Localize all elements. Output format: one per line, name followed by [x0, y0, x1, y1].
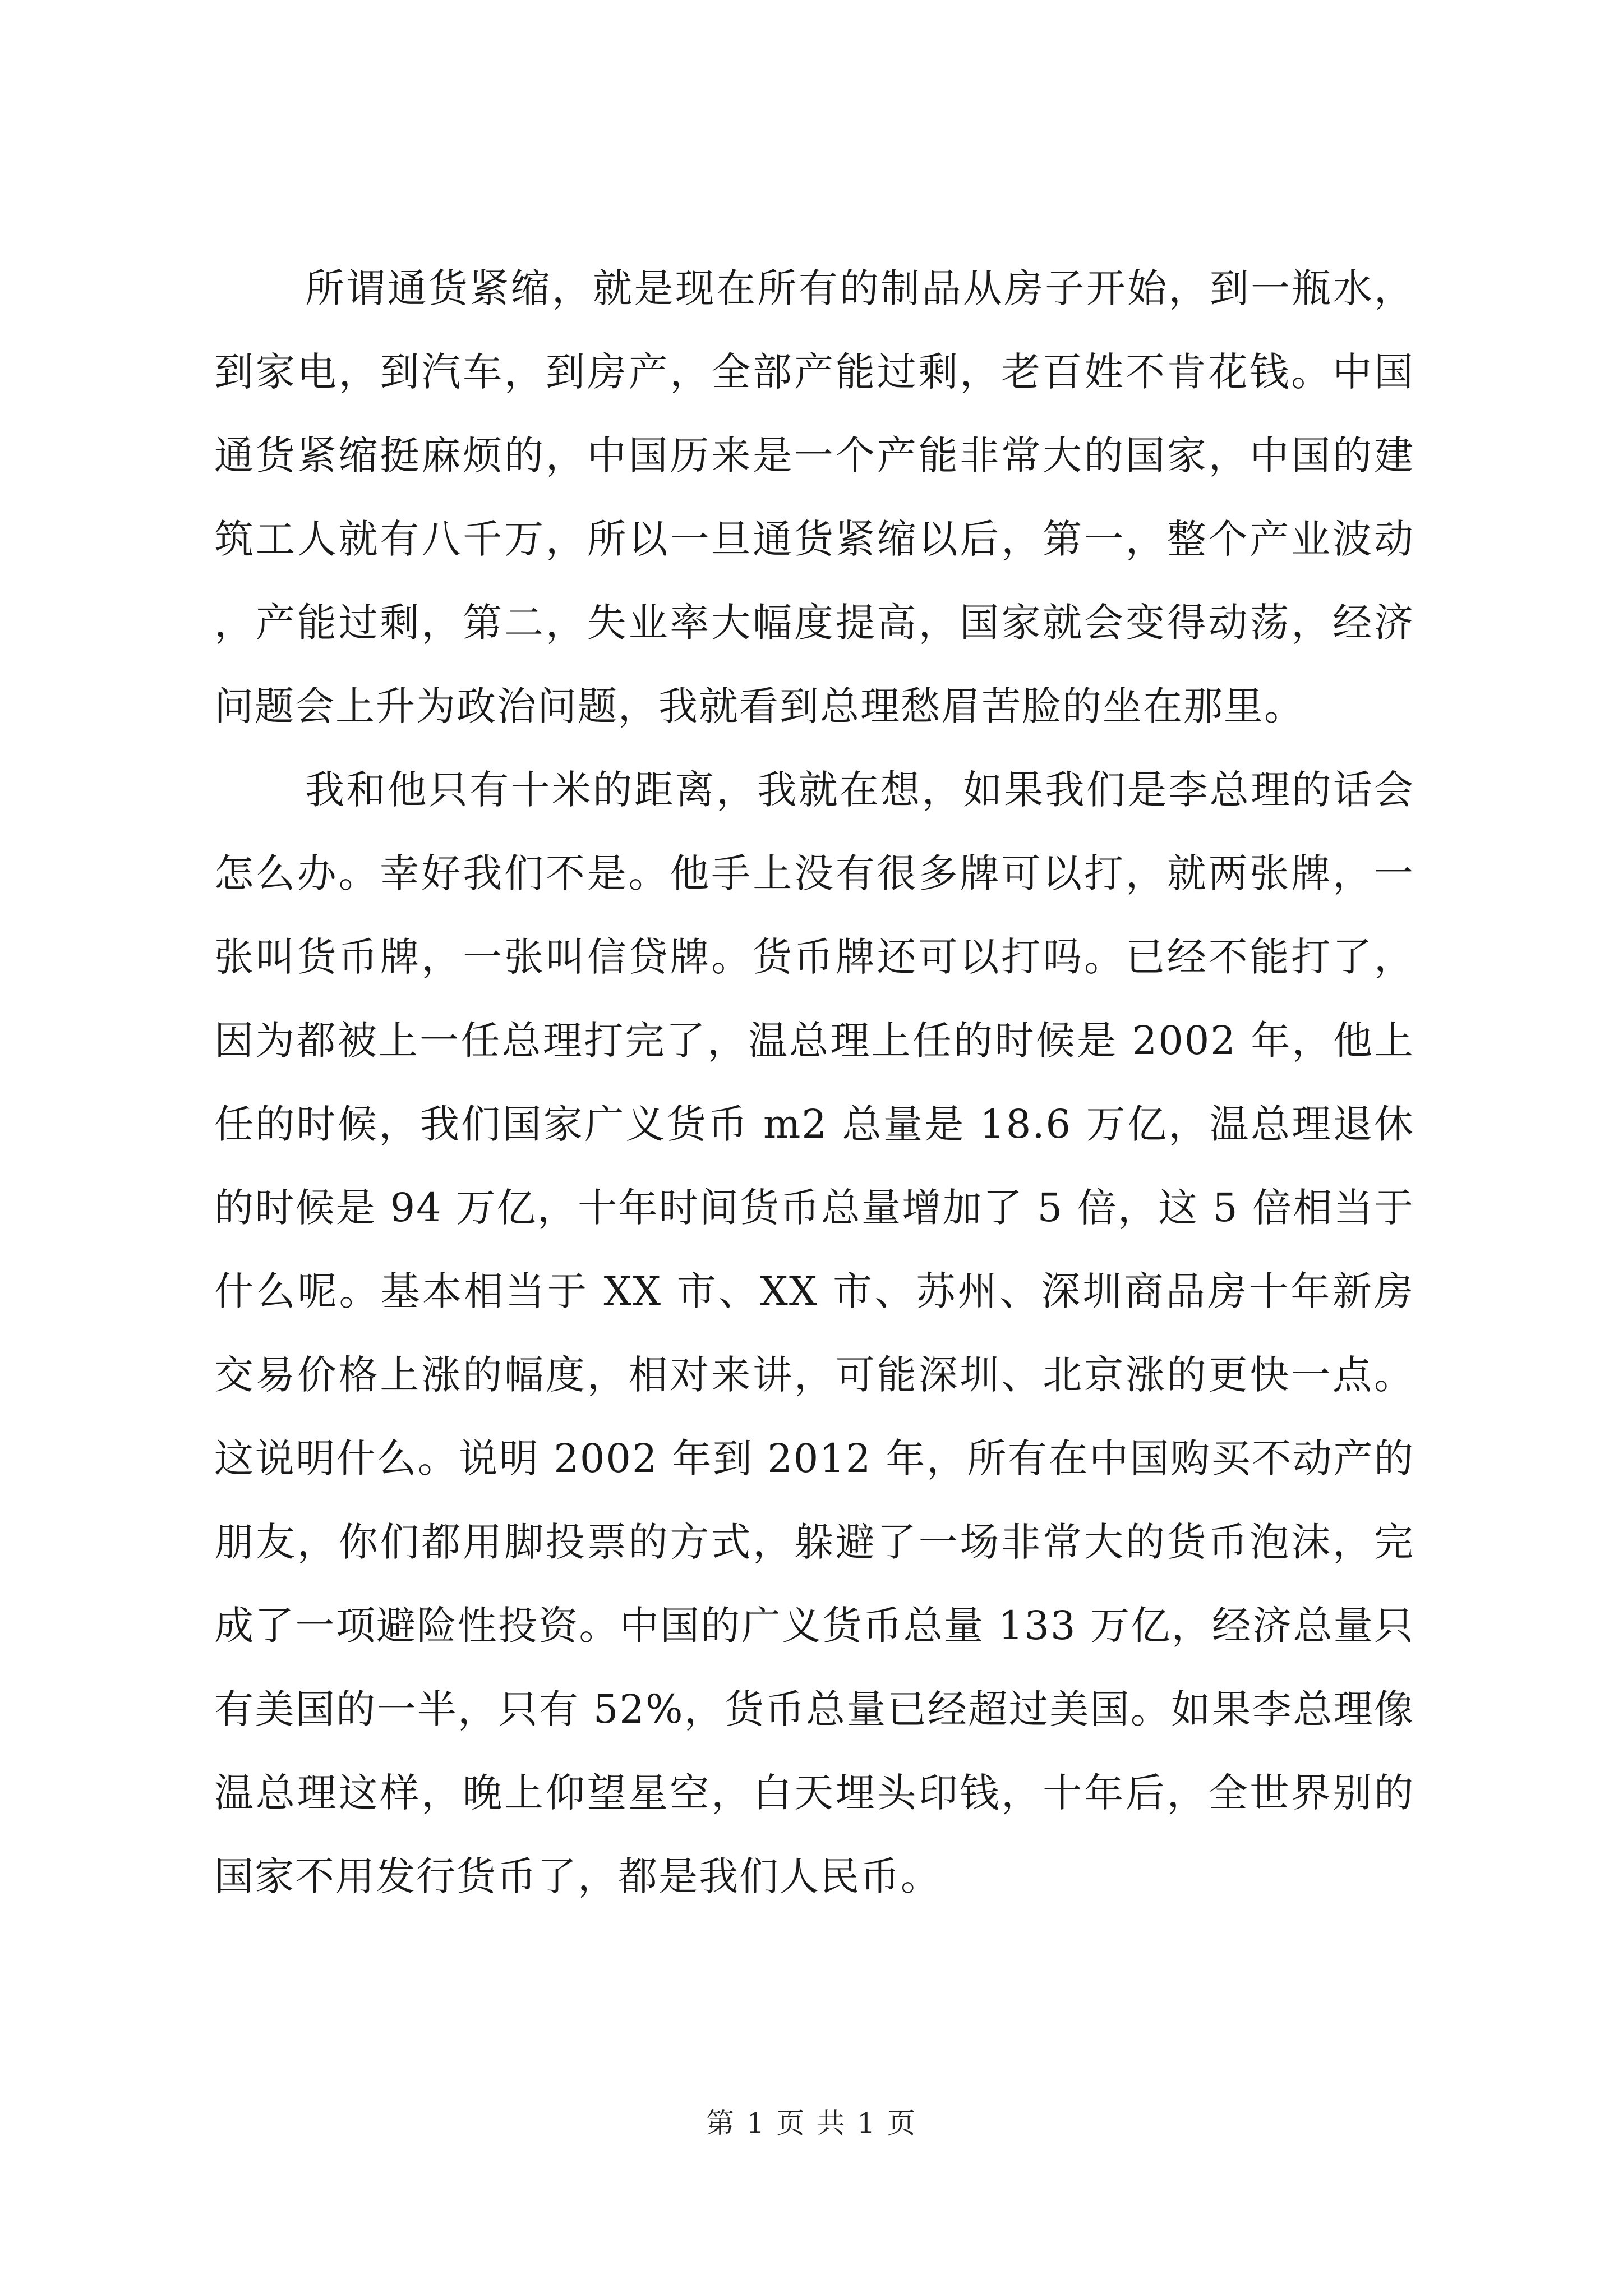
document-body — [214, 247, 1414, 1918]
paragraph: 所谓通货紧缩，就是现在所有的制品从房子开始，到一瓶水，到家电，到汽车，到房产，全部产能过剩，老百姓不肯花钱。中国通货紧缩挺麻烦的，中国历来是一个产能非常大的国家，中国的建筑工人就有八千万，所以一旦通货紧缩以后，第一，整个产业波动，产能过剩，第二，失业率大幅度提高，国家就会变得动荡，经济问题会上升为政治问题，我就看到总理愁眉苦脸的坐在那里。 — [214, 265, 1414, 729]
paragraph: 我和他只有十米的距离，我就在想，如果我们是李总理的话会怎么办。幸好我们不是。他手上没有很多牌可以打，就两张牌，一张叫货币牌，一张叫信贷牌。货币牌还可以打吗。已经不能打了，因为都被上一任总理打完了，温总理上任的时候是 2002 年，他上任的时候，我们国家广义货币 m2 总量是 18.6 万亿，温总理退休的时候是 94 万亿，十年时间货币总量增加了 5 倍，这 5 倍相当于什么呢。基本相当于 XX 市、XX 市、苏州、深圳商品房十年新房交易价格上涨的幅度，相对来讲，可能深圳、北京涨的更快一点。这说明什么。说明 2002 年到 2012 年，所有在中国购买不动产的朋友，你们都用脚投票的方式，躲避了一场非常大的货币泡沫，完成了一项避险性投资。中国的广义货币总量 133 万亿，经济总量只有美国的一半，只有 52%，货币总量已经超过美国。如果李总理像温总理这样，晚上仰望星空，白天埋头印钱，十年后，全世界别的国家不用发行货币了，都是我们人民币。 — [214, 767, 1414, 1899]
page-footer: 第 1 页 共 1 页 — [706, 2107, 917, 2139]
